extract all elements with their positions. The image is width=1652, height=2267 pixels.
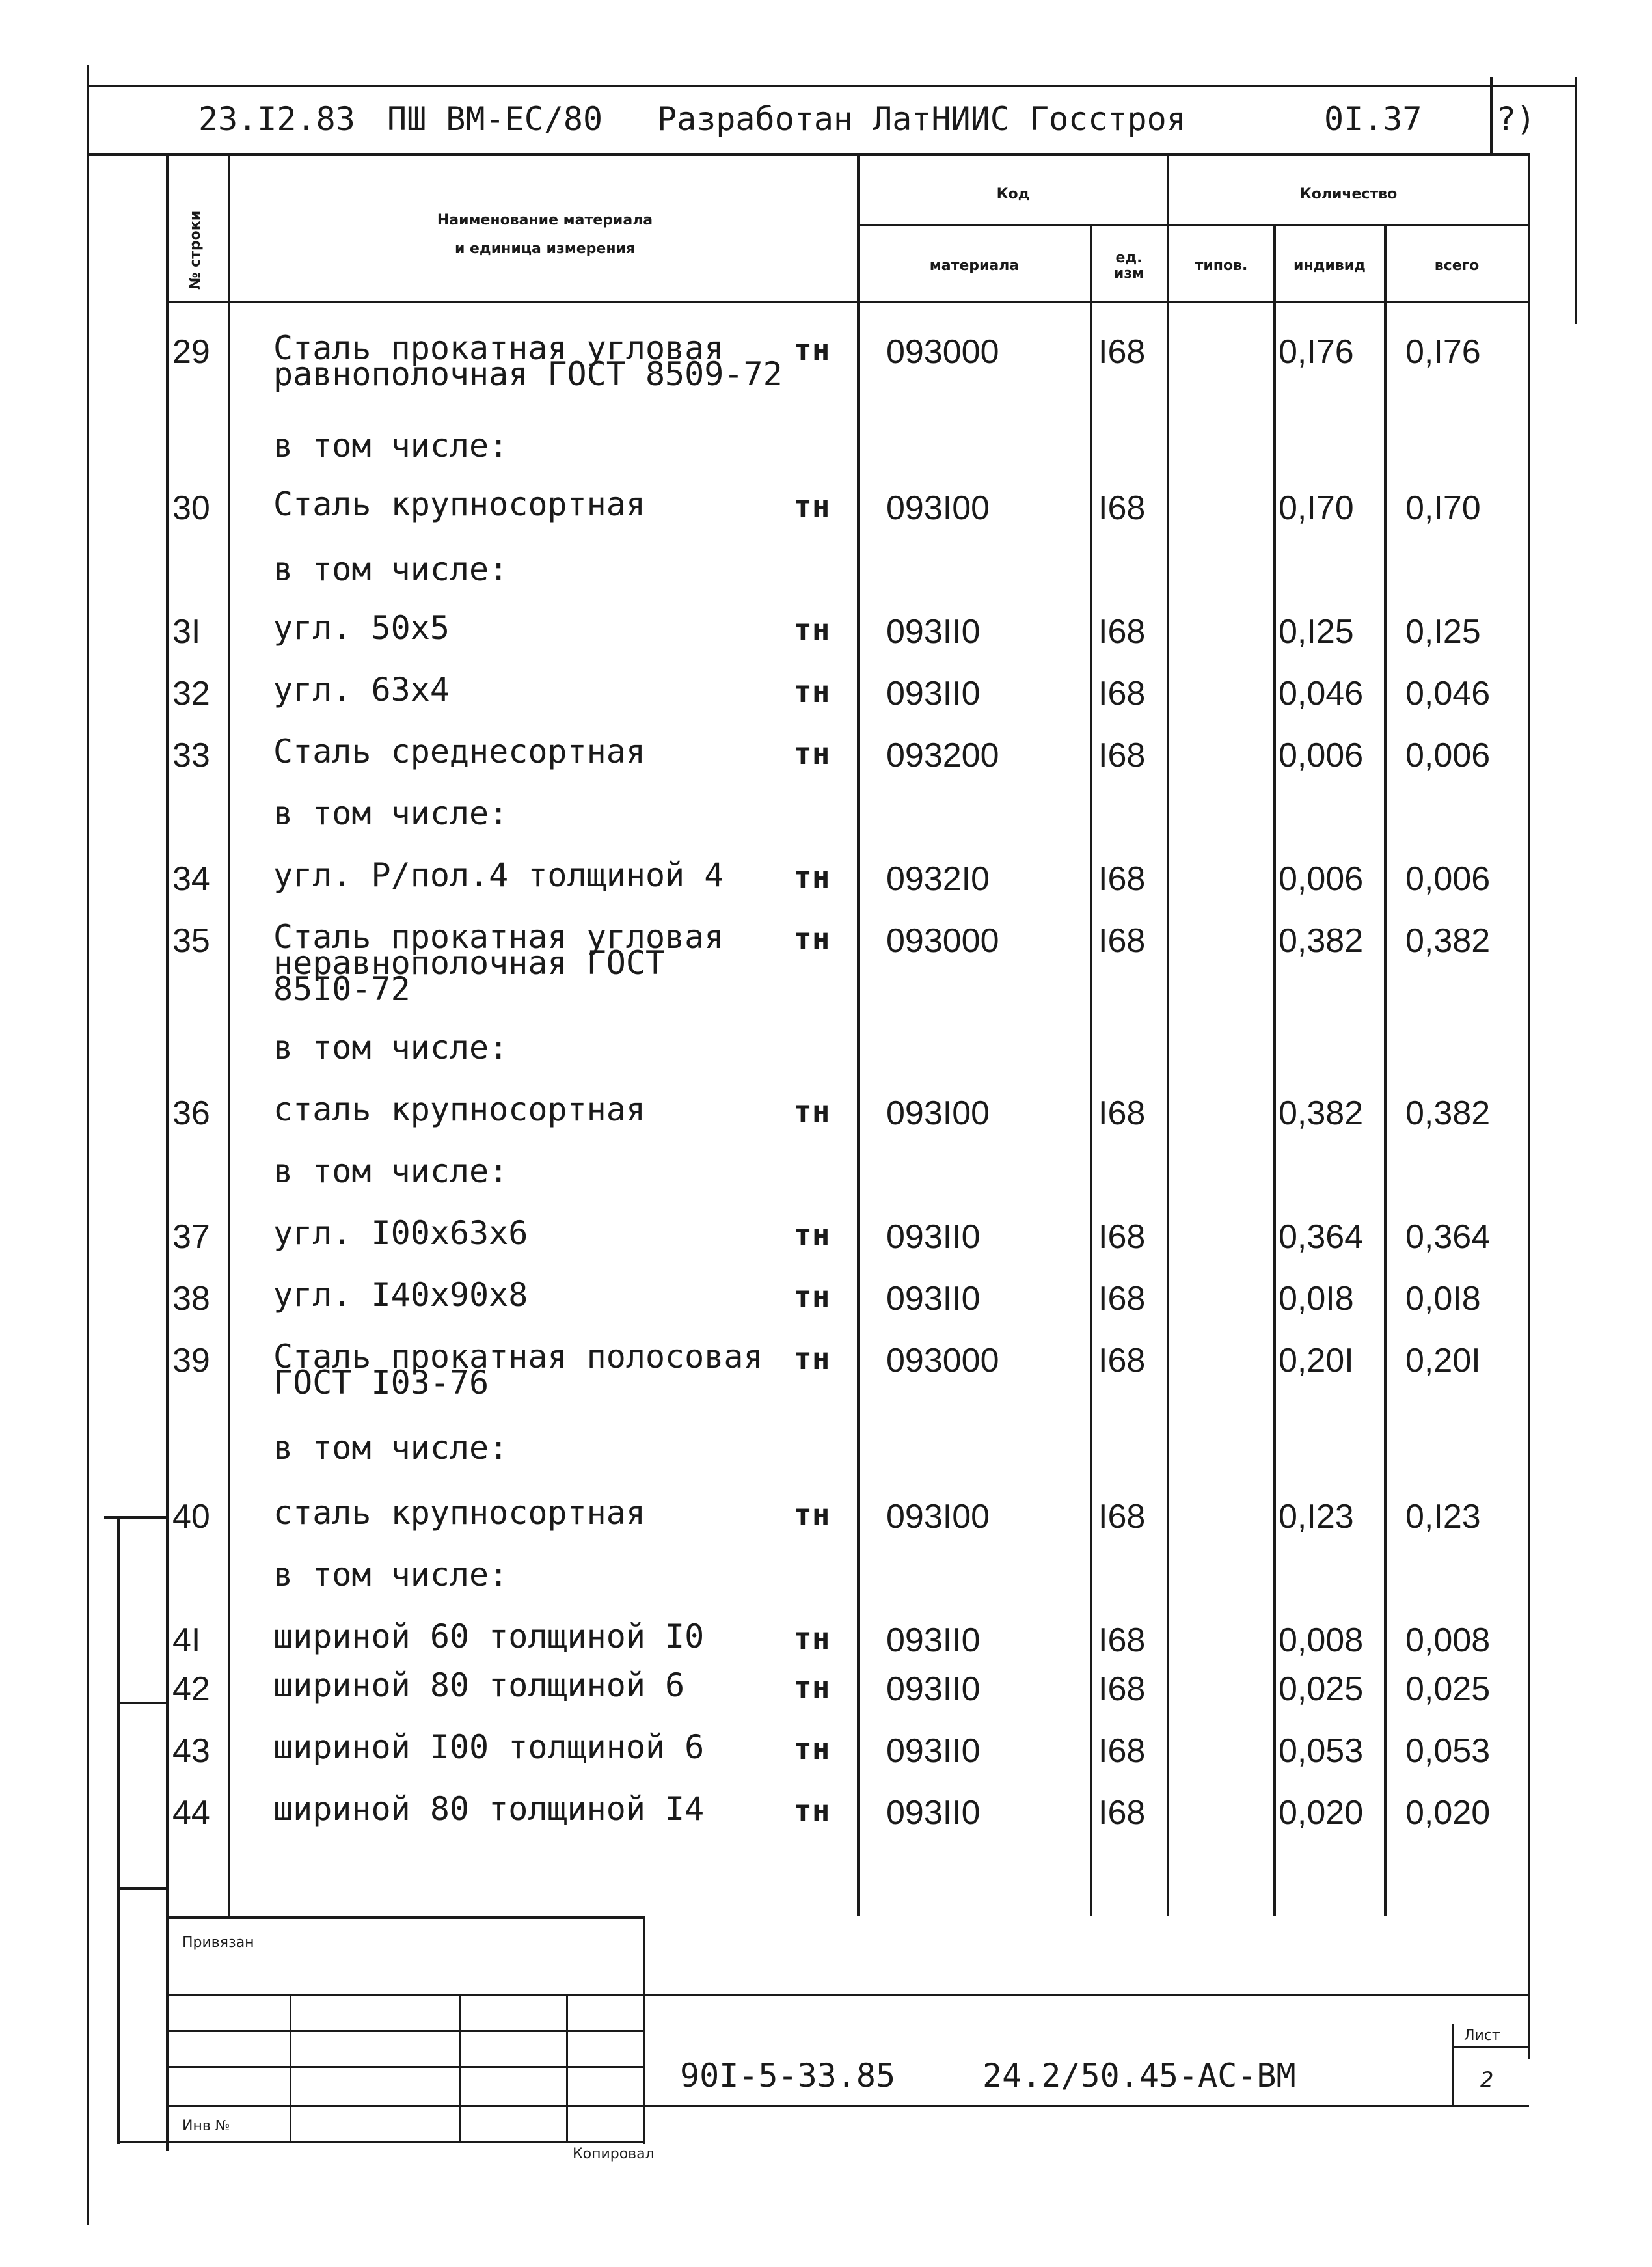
binding-mark-1	[104, 1516, 169, 1519]
stamp-row-2	[166, 2030, 644, 2032]
col-code-unit: ед. изм	[1113, 250, 1144, 282]
row-name: шириной I00 толщиной 6	[273, 1728, 705, 1766]
binding-mark-2	[117, 1516, 120, 1705]
row-qty-individual: 0,I76	[1279, 333, 1354, 371]
col-row-number: № строки	[187, 210, 204, 290]
col-code-group: Код	[996, 186, 1030, 202]
col-name-line1: Наименование материала	[437, 212, 653, 228]
row-qty-total: 0,364	[1405, 1218, 1491, 1256]
frame-top-line	[87, 85, 1577, 87]
stamp-doc-code: 24.2/50.45-АС-ВМ	[982, 2057, 1296, 2095]
row-qty-total: 0,0I8	[1405, 1280, 1481, 1318]
row-number: 36	[172, 1094, 210, 1132]
row-name: Сталь прокатная угловая неравнополочная ГОСТ 85I0-72	[273, 918, 724, 1008]
row-qty-individual: 0,I25	[1279, 613, 1354, 651]
row-code-unit: I68	[1098, 675, 1146, 713]
stamp-col-2	[459, 1994, 461, 2143]
table-header-bottom	[166, 301, 1528, 303]
row-qty-total: 0,008	[1405, 1622, 1491, 1659]
row-qty-individual: 0,382	[1279, 922, 1364, 960]
table-left-line	[166, 153, 169, 2151]
header-developer: Разработан ЛатНИИС Госстроя	[657, 100, 1186, 138]
header-sheet-code: 0I.37	[1324, 100, 1422, 138]
row-code-unit: I68	[1098, 1280, 1146, 1318]
stamp-row-1	[166, 1994, 1529, 1996]
row-qty-individual: 0,I23	[1279, 1498, 1354, 1536]
table-individual-divider	[1384, 224, 1387, 1916]
row-qty-total: 0,053	[1405, 1732, 1491, 1770]
row-name: Сталь среднесортная	[273, 733, 645, 770]
row-name: угл. 50х5	[273, 609, 450, 647]
row-unit: тн	[794, 1094, 830, 1129]
row-name: шириной 80 толщиной I4	[273, 1790, 705, 1828]
stamp-bottom	[117, 2141, 644, 2143]
row-qty-individual: 0,006	[1279, 737, 1364, 774]
row-number: 30	[172, 489, 210, 527]
row-qty-individual: 0,025	[1279, 1670, 1364, 1708]
row-unit: тн	[794, 612, 830, 647]
row-code-unit: I68	[1098, 1794, 1146, 1832]
page-box-left	[1490, 77, 1493, 154]
row-qty-individual: 0,008	[1279, 1622, 1364, 1659]
row-code-unit: I68	[1098, 613, 1146, 651]
row-number: 35	[172, 922, 210, 960]
table-typical-divider	[1273, 224, 1276, 1916]
row-code-material: 093I00	[886, 489, 990, 527]
row-code-material: 093I00	[886, 1498, 990, 1536]
row-subtitle: в том числе:	[273, 550, 509, 588]
binding-mark-3	[117, 1702, 169, 1704]
row-code-material: 093II0	[886, 1622, 981, 1659]
stamp-sheet-number: 2	[1480, 2067, 1494, 2092]
row-name: угл. I00х63х6	[273, 1214, 528, 1252]
col-qty-group: Количество	[1299, 186, 1398, 202]
row-code-unit: I68	[1098, 737, 1146, 774]
row-unit: тн	[794, 333, 830, 368]
row-code-unit: I68	[1098, 1094, 1146, 1132]
row-qty-individual: 0,382	[1279, 1094, 1364, 1132]
row-code-unit: I68	[1098, 489, 1146, 527]
row-number: 43	[172, 1732, 210, 1770]
row-subtitle: в том числе:	[273, 794, 509, 832]
row-name: шириной 80 толщиной 6	[273, 1666, 685, 1704]
row-qty-total: 0,006	[1405, 737, 1491, 774]
row-qty-individual: 0,020	[1279, 1794, 1364, 1832]
header-org: ПШ ВМ-ЕС/80	[387, 100, 603, 138]
row-code-material: 093II0	[886, 1218, 981, 1256]
row-unit: тн	[794, 1670, 830, 1705]
row-code-material: 093I00	[886, 1094, 990, 1132]
binding-mark-4	[117, 1887, 169, 1890]
row-qty-total: 0,I76	[1405, 333, 1481, 371]
row-number: 3I	[172, 613, 201, 651]
row-number: 40	[172, 1498, 210, 1536]
row-name: угл. 63х4	[273, 671, 450, 709]
stamp-row-4	[166, 2105, 1529, 2107]
table-code-divider	[857, 153, 860, 1916]
row-unit: тн	[794, 1497, 830, 1532]
table-subheader-line	[857, 224, 1528, 226]
row-unit: тн	[794, 489, 830, 524]
row-code-unit: I68	[1098, 1342, 1146, 1379]
row-code-unit: I68	[1098, 333, 1146, 371]
table-edizm-divider	[1090, 224, 1092, 1916]
stamp-sheet-left	[1452, 2024, 1454, 2105]
row-code-unit: I68	[1098, 922, 1146, 960]
row-code-material: 093000	[886, 1342, 999, 1379]
row-qty-total: 0,025	[1405, 1670, 1491, 1708]
page-box-right	[1575, 77, 1577, 324]
row-unit: тн	[794, 1621, 830, 1656]
row-name: Сталь прокатная полосовая ГОСТ I03-76	[273, 1338, 763, 1402]
stamp-bound-label: Привязан	[182, 1934, 254, 1951]
row-subtitle: в том числе:	[273, 1029, 509, 1066]
row-unit: тн	[794, 1731, 830, 1767]
row-subtitle: в том числе:	[273, 1556, 509, 1594]
stamp-project-code: 90I-5-33.85	[680, 2057, 896, 2095]
row-qty-total: 0,I25	[1405, 613, 1481, 651]
row-subtitle: в том числе:	[273, 427, 509, 465]
row-qty-individual: 0,20I	[1279, 1342, 1354, 1379]
row-qty-total: 0,020	[1405, 1794, 1491, 1832]
frame-right-line	[1528, 153, 1530, 2059]
row-number: 42	[172, 1670, 210, 1708]
row-qty-total: 0,20I	[1405, 1342, 1481, 1379]
row-number: 32	[172, 675, 210, 713]
row-number: 44	[172, 1794, 210, 1832]
row-number: 34	[172, 860, 210, 898]
row-code-unit: I68	[1098, 1732, 1146, 1770]
row-unit: тн	[794, 736, 830, 771]
row-qty-total: 0,046	[1405, 675, 1491, 713]
row-code-material: 093II0	[886, 1670, 981, 1708]
row-qty-individual: 0,0I8	[1279, 1280, 1354, 1318]
row-qty-total: 0,382	[1405, 1094, 1491, 1132]
row-unit: тн	[794, 921, 830, 957]
row-name: сталь крупносортная	[273, 1494, 645, 1532]
row-number: 33	[172, 737, 210, 774]
header-date: 23.I2.83	[198, 100, 355, 138]
row-unit: тн	[794, 674, 830, 709]
row-code-material: 093II0	[886, 1732, 981, 1770]
row-unit: тн	[794, 1793, 830, 1828]
row-name: Сталь прокатная угловая равнополочная ГОСТ 8509-72	[273, 329, 783, 393]
row-number: 37	[172, 1218, 210, 1256]
table-qty-divider	[1167, 153, 1169, 1916]
header-bottom-line	[87, 153, 1528, 156]
row-code-unit: I68	[1098, 1498, 1146, 1536]
row-subtitle: в том числе:	[273, 1152, 509, 1190]
row-name: угл. I40х90х8	[273, 1276, 528, 1314]
col-qty-total: всего	[1434, 258, 1480, 274]
row-unit: тн	[794, 860, 830, 895]
stamp-col-3	[566, 1994, 568, 2143]
row-number: 39	[172, 1342, 210, 1379]
row-name: шириной 60 толщиной I0	[273, 1618, 705, 1655]
frame-left-margin-line	[87, 65, 89, 2225]
row-code-unit: I68	[1098, 1218, 1146, 1256]
row-qty-total: 0,I23	[1405, 1498, 1481, 1536]
col-qty-typical: типов.	[1195, 258, 1248, 274]
stamp-row-3	[166, 2066, 644, 2068]
row-code-material: 0932I0	[886, 860, 990, 898]
row-qty-individual: 0,364	[1279, 1218, 1364, 1256]
row-qty-individual: 0,046	[1279, 675, 1364, 713]
row-name: угл. Р/пол.4 толщиной 4	[273, 856, 724, 894]
row-number: 38	[172, 1280, 210, 1318]
row-code-unit: I68	[1098, 1622, 1146, 1659]
row-unit: тн	[794, 1217, 830, 1253]
row-unit: тн	[794, 1279, 830, 1314]
row-number: 4I	[172, 1622, 201, 1659]
row-subtitle: в том числе:	[273, 1429, 509, 1467]
row-number: 29	[172, 333, 210, 371]
stamp-col-1	[290, 1994, 291, 2143]
stamp-sheet-label: Лист	[1464, 2028, 1500, 2044]
row-code-material: 093200	[886, 737, 999, 774]
table-name-divider	[228, 153, 230, 1916]
row-code-material: 093II0	[886, 1794, 981, 1832]
row-qty-total: 0,I70	[1405, 489, 1481, 527]
row-code-material: 093II0	[886, 675, 981, 713]
col-qty-individual: индивид	[1293, 258, 1366, 274]
row-code-material: 093II0	[886, 613, 981, 651]
row-qty-individual: 0,I70	[1279, 489, 1354, 527]
col-name-line2: и единица измерения	[454, 241, 636, 257]
row-qty-individual: 0,053	[1279, 1732, 1364, 1770]
row-name: сталь крупносортная	[273, 1091, 645, 1128]
col-code-material: материала	[929, 258, 1020, 274]
row-code-material: 093000	[886, 922, 999, 960]
row-code-material: 093000	[886, 333, 999, 371]
stamp-copied-label: Копировал	[573, 2146, 655, 2162]
stamp-inv-label: Инв №	[182, 2118, 230, 2134]
row-name: Сталь крупносортная	[273, 485, 645, 523]
row-code-unit: I68	[1098, 860, 1146, 898]
row-qty-individual: 0,006	[1279, 860, 1364, 898]
stamp-sheet-mid	[1452, 2046, 1529, 2048]
row-qty-total: 0,382	[1405, 922, 1491, 960]
row-qty-total: 0,006	[1405, 860, 1491, 898]
header-page-box: ?)	[1496, 100, 1536, 138]
row-code-unit: I68	[1098, 1670, 1146, 1708]
binding-mark-5	[117, 1702, 120, 2144]
stamp-top-left	[166, 1916, 644, 1919]
row-code-material: 093II0	[886, 1280, 981, 1318]
row-unit: тн	[794, 1341, 830, 1376]
